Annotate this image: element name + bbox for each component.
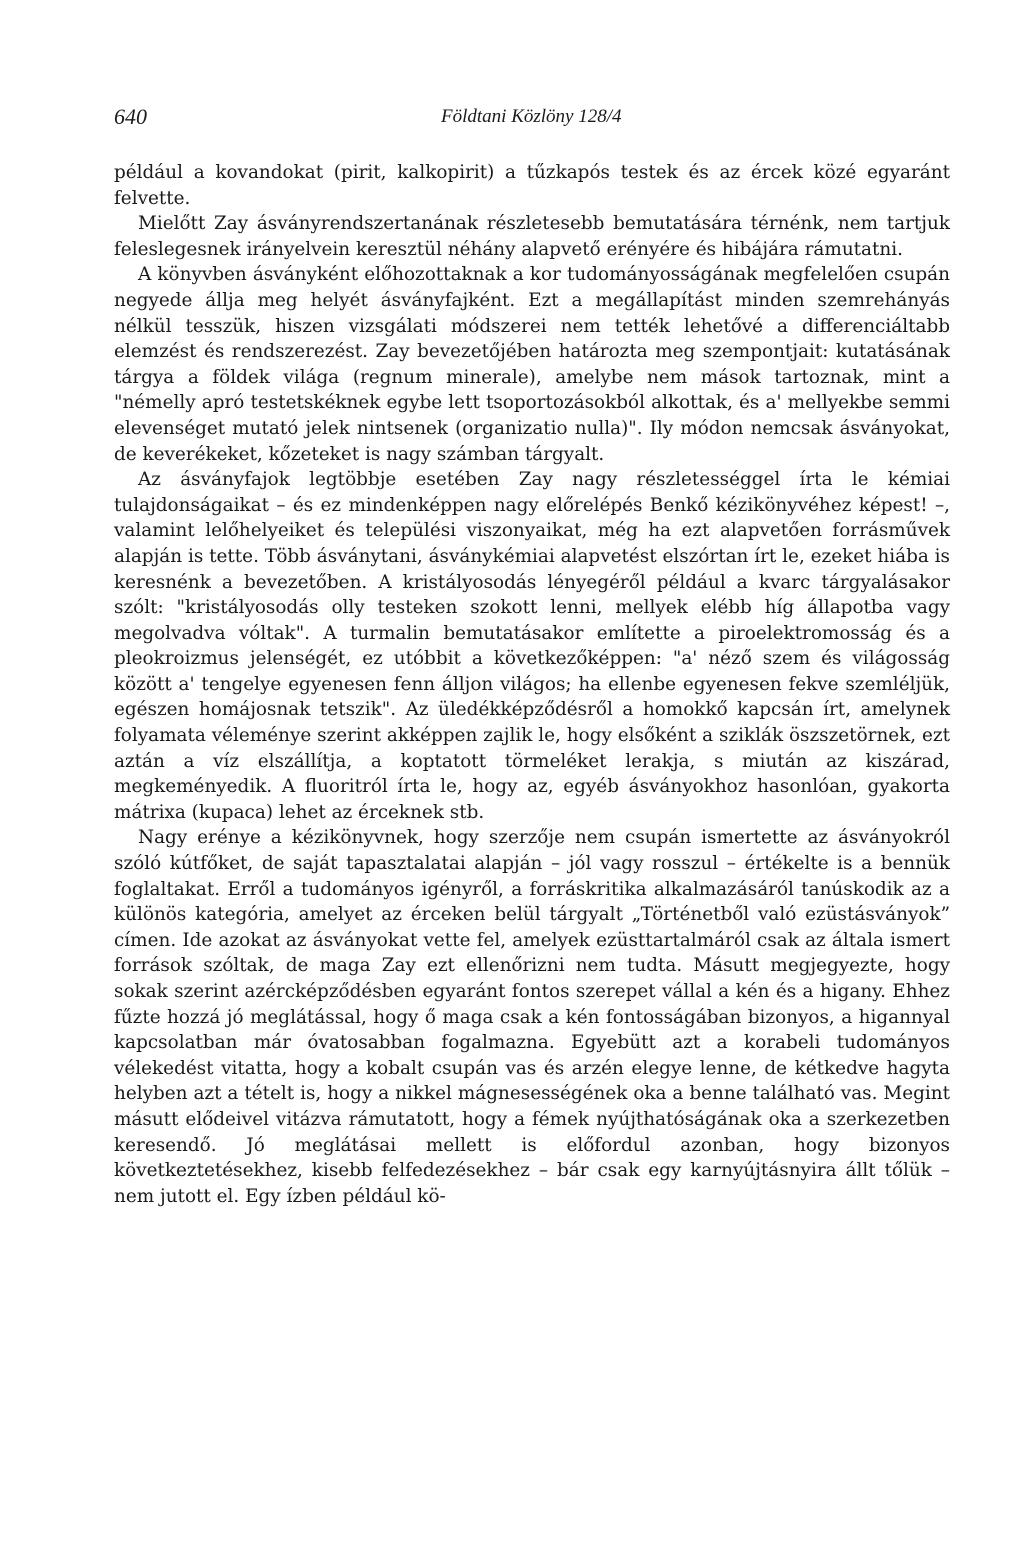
body-text bbox=[114, 160, 950, 1209]
paragraph: Az ásványfajok legtöbbje esetében Zay nagy részletességgel írta le kémiai tulajdonságaikat – és ez mindenképpen nagy előrelépés Benkő kézikönyvéhez képest! –, valamint lelőhelyeiket és települési viszonyaikat, még ha ezt alapvetően forrásművek alapján is tette. Több ásványtani, ásványkémiai alapvetést elszórtan írt le, ezeket hiába is keresnénk a bevezetőben. A kristályosodás lényegéről például a kvarc tárgyalásakor szólt: "kristályosodás olly testeken szokott lenni, mellyek elébb híg állapotba vagy megolvadva vóltak". A turmalin bemutatásakor említette a piroelektromosság és a pleokroizmus jelenségét, ez utóbbit a következőképpen: "a' néző szem és világosság között a' tengelye egyenesen fenn álljon világos; ha ellenbe egyenesen fekve szemléljük, egészen homájosnak tetszik". Az üledékképződésről a homokkő kapcsán írt, amelynek folyamata véleménye szerint akképpen zajlik le, hogy elsőként a sziklák öszszetörnek, ezt aztán a víz elszállítja, a koptatott törmeléket lerakja, s miután az kiszárad, megkeményedik. A fluoritról írta le, hogy az, egyéb ásványokhoz hasonlóan, gyakorta mátrixa (kupaca) lehet az érceknek stb. bbox=[114, 469, 950, 823]
page-number: 640 bbox=[114, 104, 147, 129]
paragraph: például a kovandokat (pirit, kalkopirit) a tűzkapós testek és az ércek közé egyaránt felvette. bbox=[114, 162, 950, 209]
paragraph: Mielőtt Zay ásványrendszertanának részletesebb bemutatására térnénk, nem tartjuk feleslegesnek irányelvein keresztül néhány alapvető erényére és hibájára rámutatni. bbox=[114, 213, 950, 260]
paragraph: A könyvben ásványként előhozottaknak a kor tudományosságának megfelelően csupán negyede állja meg helyét ásványfajként. Ezt a megállapítást minden szemrehányás nélkül tesszük, hiszen vizsgálati módszerei nem tették lehetővé a differenciáltabb elemzést és rendszerezést. Zay bevezetőjében határozta meg szempontjait: kutatásának tárgya a földek világa (regnum minerale), amelybe nem mások tartoznak, mint a "némelly apró testetskéknek egybe lett tsoportozásokból alkottak, és a' mellyekbe semmi elevenséget mutató jelek nintsenek (organizatio nulla)". Ily módon nemcsak ásványokat, de keverékeket, kőzeteket is nagy számban tárgyalt. bbox=[114, 264, 950, 465]
journal-title: Földtani Közlöny 128/4 bbox=[441, 106, 622, 127]
paragraph: Nagy erénye a kézikönyvnek, hogy szerzője nem csupán ismertette az ásványokról szóló kútfőket, de saját tapasztalatai alapján – jól vagy rosszul – értékelte is a bennük foglaltakat. Erről a tudományos igényről, a forráskritika alkalmazásáról tanúskodik az a különös kategória, amelyet az érceken belül tárgyalt „Történetből való ezüstásványok” címen. Ide azokat az ásványokat vette fel, amelyek ezüsttartalmáról csak az általa ismert források szóltak, de maga Zay ezt ellenőrizni nem tudta. Másutt megjegyezte, hogy sokak szerint azércképződésben egyaránt fontos szerepet vállal a kén és a higany. Ehhez fűzte hozzá jó meglátással, hogy ő maga csak a kén fontosságában bizonyos, a higannyal kapcsolatban már óvatosabban fogalmazna. Egyebütt azt a korabeli tudományos vélekedést vitatta, hogy a kobalt csupán vas és arzén elegye lenne, de kétkedve hagyta helyben azt a tételt is, hogy a nikkel mágnesességének oka a benne található vas. Megint másutt elődeivel vitázva rámutatott, hogy a fémek nyújthatóságának oka a szerkezetben keresendő. Jó meglátásai mellett is előfordul azonban, hogy bizonyos következtetésekhez, kisebb felfedezésekhez – bár csak egy karnyújtásnyira állt tőlük – nem jutott el. Egy ízben például kö- bbox=[114, 827, 950, 1207]
running-header bbox=[114, 104, 950, 134]
